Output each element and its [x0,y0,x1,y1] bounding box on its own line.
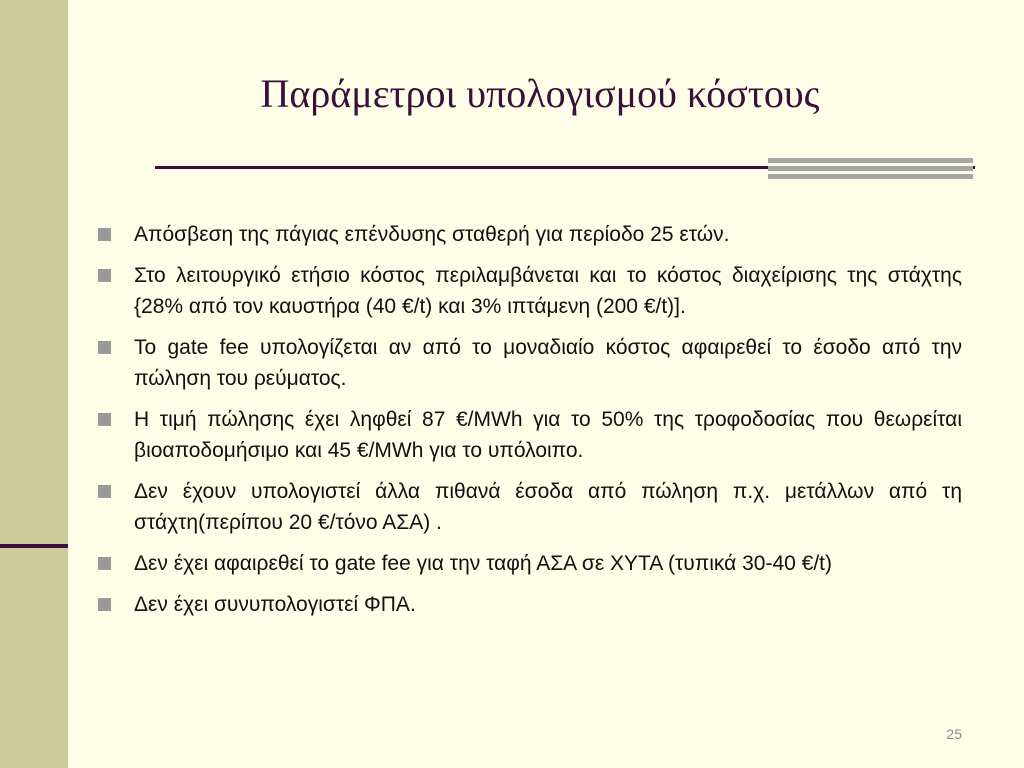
bullet-text: Δεν έχουν υπολογιστεί άλλα πιθανά έσοδα από πώληση π.χ. μετάλλων από τη στάχτη(περίπου 20 €/τόνο ΑΣΑ) . [134,480,962,534]
bullet-item [98,589,962,620]
slide-title: Παράμετροι υπολογισμού κόστους [260,71,820,116]
bullet-item [98,548,962,579]
slide-number: 25 [946,726,962,742]
bullet-text: Το gate fee υπολογίζεται αν από το μοναδιαίο κόστος αφαιρεθεί το έσοδο από την πώληση του ρεύματος. [134,336,962,390]
bullet-item [98,219,962,250]
bullet-item [98,404,962,466]
square-bullet-icon [98,485,111,498]
bullet-item [98,332,962,394]
bullet-text: Δεν έχει συνυπολογιστεί ΦΠΑ. [134,593,416,616]
left-decorative-band [0,0,68,768]
square-bullet-icon [98,413,111,426]
title-accent-stripes [768,158,973,179]
square-bullet-icon [98,598,111,611]
bullet-text: Δεν έχει αφαιρεθεί το gate fee για την ταφή ΑΣΑ σε ΧΥΤΑ (τυπικά 30-40 €/t) [134,552,833,575]
bullet-text: Στο λειτουργικό ετήσιο κόστος περιλαμβάνεται και το κόστος διαχείρισης της στάχτης {28% από τον καυστήρα (40 €/t) και 3% ιπτάμενη (200 €/t)]. [134,264,962,318]
bullet-list [98,219,962,630]
square-bullet-icon [98,341,111,354]
bullet-item [98,476,962,538]
square-bullet-icon [98,228,111,241]
square-bullet-icon [98,557,111,570]
left-band-divider [0,544,68,548]
square-bullet-icon [98,269,111,282]
bullet-item [98,260,962,322]
bullet-text: Απόσβεση της πάγιας επένδυσης σταθερή για περίοδο 25 ετών. [134,223,730,246]
bullet-text: Η τιμή πώλησης έχει ληφθεί 87 €/MWh για το 50% της τροφοδοσίας που θεωρείται βιοαποδομήσιμο και 45 €/MWh για το υπόλοιπο. [134,408,962,462]
